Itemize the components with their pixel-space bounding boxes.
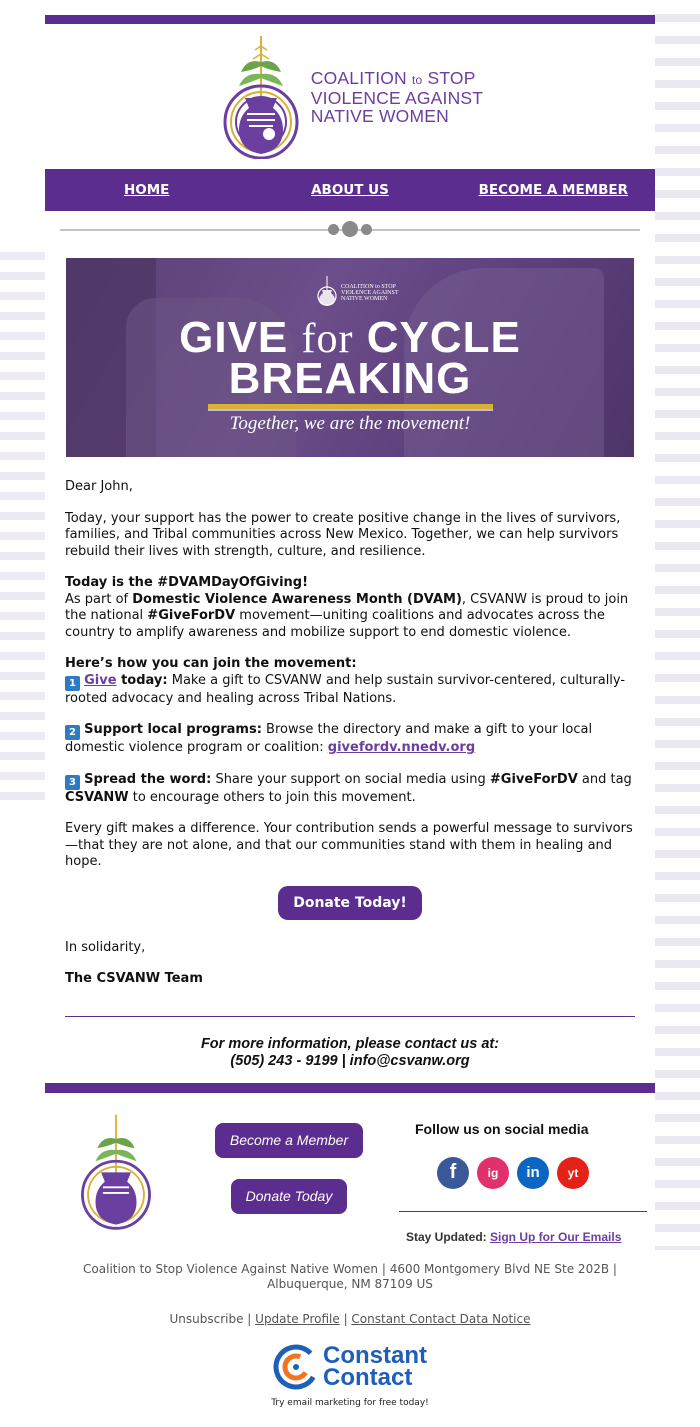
step3-paragraph: 3 Spread the word: Share your support on social media using #GiveForDV and tag CSVANW to encourage others to join this movement. [65, 771, 632, 805]
hero-lavender-rule [208, 409, 493, 411]
footer-logo-icon[interactable] [75, 1111, 157, 1231]
signature [45, 940, 655, 986]
legal-links: Unsubscribe | Update Profile | Constant Contact Data Notice [169, 1312, 531, 1326]
footer-rule [399, 1211, 647, 1212]
give-link[interactable]: Give [84, 672, 117, 688]
unsubscribe-link[interactable]: Unsubscribe [169, 1312, 244, 1326]
number-1-icon: 1 [65, 676, 80, 691]
address: Coalition to Stop Violence Against Native Women | 4600 Montgomery Blvd NE Ste 202B | Albuquerque, NM 87109 US [83, 1262, 617, 1291]
linkedin-icon[interactable]: in [517, 1157, 549, 1189]
logo-wordmark: COALITION to STOP VIOLENCE AGAINST NATIVE WOMEN [310, 67, 484, 126]
update-profile-link[interactable]: Update Profile [255, 1312, 340, 1326]
cc-tagline[interactable]: Try email marketing for free today! [271, 1398, 429, 1408]
footer-donate-button[interactable]: Donate Today [231, 1179, 347, 1214]
header-logo[interactable] [45, 24, 655, 169]
footer-bar [45, 1083, 655, 1093]
hero-title-line2: BREAKING [228, 354, 472, 403]
stay-updated: Stay Updated: Sign Up for Our Emails [406, 1229, 622, 1244]
constant-contact-icon [273, 1344, 319, 1390]
top-bar [45, 15, 655, 24]
intro-paragraph: Today, your support has the power to create positive change in the lives of survivors, families, and Tribal communities across New Mexico. Together, we can help survivors rebuild their lives with strength, culture, and resilience. [65, 510, 621, 559]
nav-member-link[interactable]: BECOME A MEMBER [478, 182, 629, 198]
csvanw-logo-icon [217, 34, 305, 159]
facebook-icon[interactable]: f [437, 1157, 469, 1189]
decorative-stripes-left [0, 240, 45, 800]
contact-info: For more information, please contact us at: (505) 243 - 9199 | info@csvanw.org [200, 1035, 500, 1069]
hero-title-line1: GIVE for CYCLE [179, 313, 521, 362]
youtube-icon[interactable]: yt [557, 1157, 589, 1189]
social-links [437, 1157, 589, 1189]
greeting: Dear John, [65, 479, 133, 494]
data-notice-link[interactable]: Constant Contact Data Notice [351, 1312, 531, 1326]
hero-seal-text: COALITION to STOP VIOLENCE AGAINST NATIVE WOMEN [341, 284, 399, 302]
dots-divider [45, 211, 655, 249]
number-2-icon: 2 [65, 725, 80, 740]
instagram-icon[interactable]: ig [477, 1157, 509, 1189]
dvam-paragraph: Today is the #DVAMDayOfGiving! As part of Domestic Violence Awareness Month (DVAM), CSVANW is proud to join the national #GiveForDV movement—uniting coalitions and advocates across the country to amplify awareness and mobilize support to end domestic violence. [65, 575, 629, 640]
signup-link[interactable]: Sign Up for Our Emails [490, 1229, 622, 1244]
nav-about-link[interactable]: ABOUT US [311, 182, 389, 198]
legal-footer [0, 1262, 700, 1408]
closing-paragraph: Every gift makes a difference. Your contribution sends a powerful message to survivors—that they are not alone, and that our communities stand with them in healing and hope. [65, 821, 633, 869]
contact-rule [65, 1016, 635, 1017]
email-frame [45, 15, 655, 1255]
nav-home-link[interactable]: HOME [123, 182, 170, 198]
letter-body [45, 479, 655, 871]
constant-contact-logo[interactable]: Constant Contact [273, 1344, 427, 1390]
team-name: The CSVANW Team [65, 970, 203, 986]
follow-label: Follow us on social media [415, 1120, 589, 1137]
hero-tagline: Together, we are the movement! [229, 413, 471, 434]
givefordv-link[interactable]: givefordv.nnedv.org [327, 740, 476, 755]
become-member-button[interactable]: Become a Member [215, 1123, 363, 1158]
number-3-icon: 3 [65, 775, 80, 790]
seal-icon [316, 276, 338, 306]
hero-banner[interactable] [66, 258, 634, 457]
step1-paragraph: Here’s how you can join the movement: 1 Give today: Make a gift to CSVANW and help sustain survivor-centered, culturally-rooted advocacy and healing across Tribal Nations. [65, 656, 626, 706]
step2-paragraph: 2 Support local programs: Browse the directory and make a gift to your local domestic violence program or coalition: givefordv.nnedv.org [65, 722, 593, 755]
donate-today-button[interactable]: Donate Today! [278, 886, 422, 920]
footer [45, 1093, 655, 1253]
nav-bar [45, 169, 655, 211]
signoff-text: In solidarity, [65, 939, 146, 955]
